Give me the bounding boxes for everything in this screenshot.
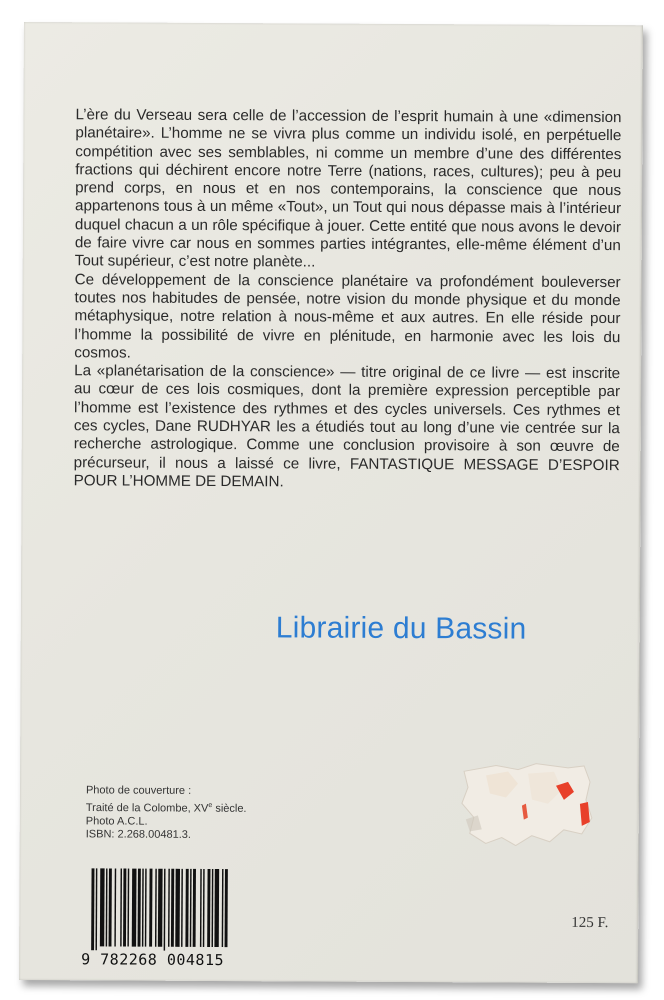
barcode-bar: [190, 869, 192, 947]
price-label: 125 F.: [571, 914, 609, 932]
barcode-bar: [142, 869, 144, 947]
barcode-bar: [138, 869, 141, 947]
barcode-bar: [100, 868, 105, 946]
isbn-line: ISBN: 2.268.00481.3.: [85, 828, 191, 842]
barcode-bar: [114, 868, 116, 946]
barcode-bar: [158, 869, 163, 947]
barcode-bar: [145, 869, 147, 947]
credits-line-2: [86, 798, 247, 816]
credits-line-1: Photo de couverture :: [85, 784, 192, 797]
barcode-bar: [181, 869, 183, 947]
barcode-bars: [81, 864, 231, 951]
back-cover-blurb: [74, 106, 622, 493]
barcode-bar: [155, 869, 157, 947]
barcode-bar: [109, 868, 112, 946]
barcode-bar: [127, 869, 129, 947]
barcode-bar: [132, 869, 137, 947]
barcode: [81, 864, 232, 975]
barcode-bar: [91, 868, 94, 950]
barcode-bar: [203, 869, 205, 947]
barcode-bar: [185, 869, 188, 947]
barcode-bar: [120, 869, 122, 947]
credits-line-2-text: Traité de la Colombe, XV: [85, 801, 209, 815]
barcode-bar: [95, 868, 97, 950]
cover-credits: [86, 784, 247, 842]
torn-price-sticker: [456, 759, 596, 852]
barcode-bar: [149, 869, 152, 947]
credits-line-3: Photo A.C.L.: [85, 814, 148, 828]
barcode-bar: [207, 869, 210, 947]
book-back-cover: [19, 22, 643, 983]
barcode-bar: [214, 869, 219, 947]
barcode-bar: [106, 868, 108, 946]
barcode-bar: [123, 869, 126, 947]
blurb-paragraph-3: La «planétarisation de la conscience» — titre original de ce livre — est inscrite au cœur de ces lois cosmiques, dont la première expression perceptible par l’homme est l’existence des rythmes et des cycles universels. Ces rythmes et ces cycles, Dane RUDHYAR les a étudiés tout au long d’une vie centrée sur la recherche astrologique. Comme une conclusion provisoire à son œuvre de précurseur, il nous a laissé ce livre, FANTASTIQUE MESSAGE D’ESPOIR POUR L’HOMME DE DEMAIN.: [73, 362, 621, 491]
barcode-number: 9 782268 004815: [81, 950, 225, 970]
barcode-bar: [225, 869, 228, 947]
barcode-bar: [175, 869, 180, 947]
blurb-paragraph-2: Ce développement de la conscience planétaire va profondément bouleverser toutes nos habitudes de pensée, notre vision du monde physique et du monde métaphysique, notre relation à nous-même et aux autres. En elle réside pour l’homme la possibilité de vivre en plénitude, en harmonie avec les lois du cosmos.: [74, 270, 621, 362]
barcode-bar: [168, 869, 170, 947]
blurb-paragraph-1: L’ère du Verseau sera celle de l’accession de l’esprit humain à une «dimension planétaire». L’homme ne se vivra plus comme un individu isolé, en perpétuelle compétition avec ses semblables, ni comme un membre d’une des différentes fractions qui déchirent encore notre Terre (nations, races, cultures); peu à peu prend corps, en nous et en nos contemporains, la conscience que nous appartenons tous à un même «Tout», un Tout qui nous dépasse mais à l’intérieur duquel chacun a un rôle spécifique à jouer. Cette entité que nous avons le devoir de faire vivre car nous en sommes parties intégrantes, elle-même élément d’un Tout supérieur, c’est notre planète...: [74, 106, 622, 271]
bookseller-watermark: Librairie du Bassin: [275, 611, 527, 646]
credits-line-2-sup: e: [208, 801, 213, 809]
credits-line-2-end: siècle.: [212, 802, 247, 815]
barcode-bar: [222, 869, 224, 947]
barcode-bar: [171, 869, 174, 947]
barcode-bar: [200, 869, 202, 947]
barcode-bar: [164, 869, 166, 951]
barcode-bar: [212, 869, 214, 947]
barcode-bar: [193, 869, 196, 947]
